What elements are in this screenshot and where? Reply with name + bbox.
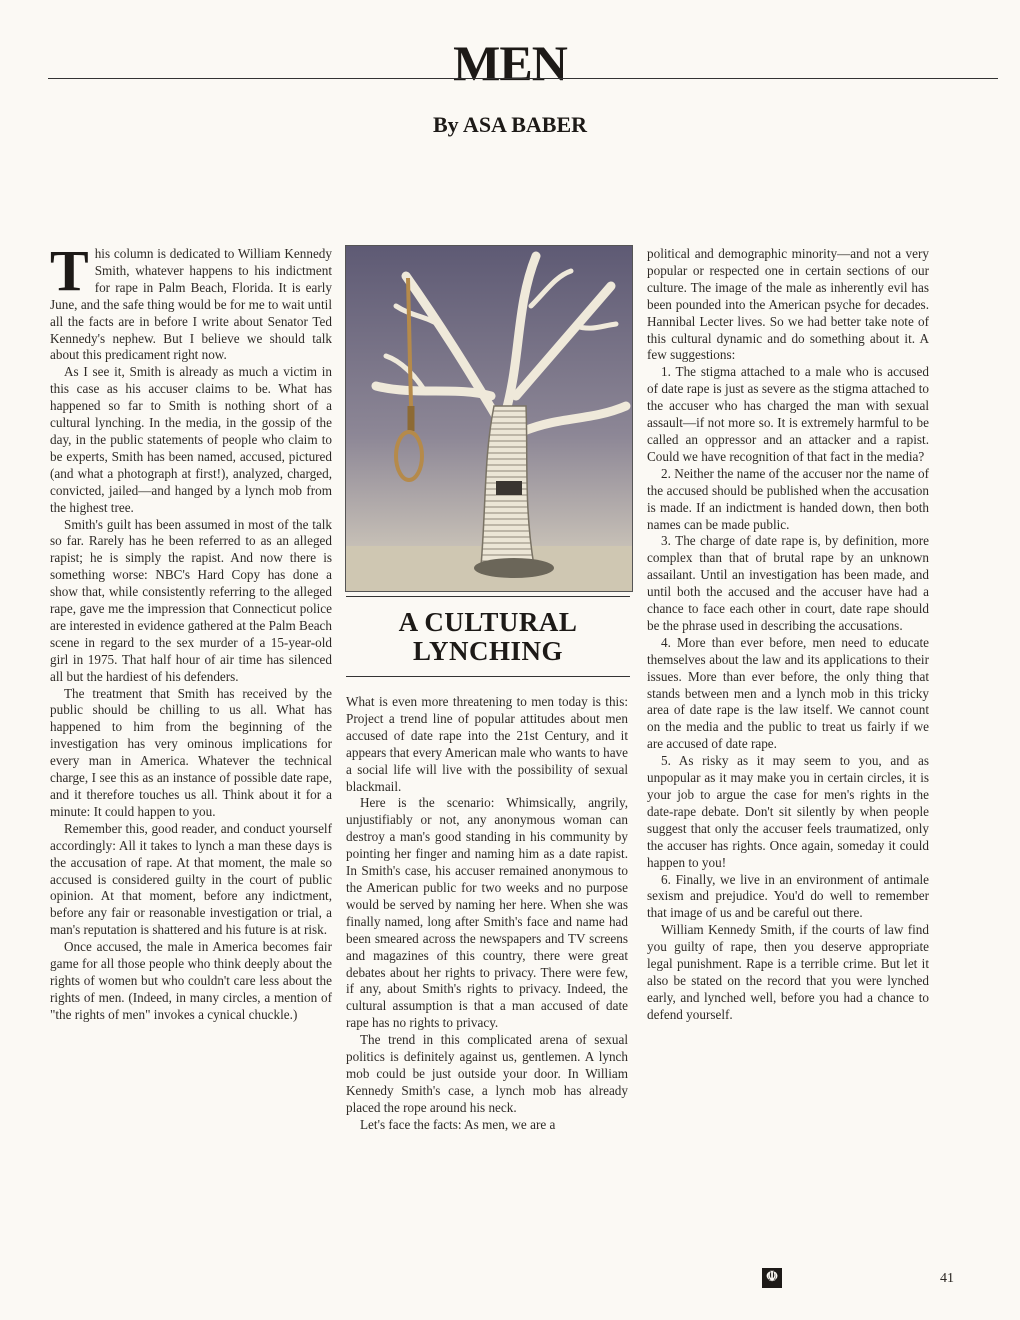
header-divider bbox=[48, 78, 998, 79]
page-number: 41 bbox=[940, 1271, 954, 1286]
noose-tree-icon bbox=[346, 246, 632, 591]
paragraph: 4. More than ever before, men need to educate themselves about the law and its applications to their issues. More than ever before, the only thing that stands between men and a lynch mob in this tricky area of date rape is the law itself. We cannot count on the media and the public to treat us fairly if we are accused of date rape. bbox=[647, 634, 929, 752]
paragraph: Remember this, good reader, and conduct yourself accordingly: All it takes to lynch a man these days is the accusation of rape. At that moment, the male so accused is considered guilty in the court of public opinion. At that moment, before any indictment, before any fair or reasonable investigation or trial, a man's reputation is shattered and his future is at risk. bbox=[50, 820, 332, 938]
paragraph: Once accused, the male in America becomes fair game for all those people who think deeply about the rights of women but who couldn't care less about the rights of men. (Indeed, in many circles, a mention of "the rights of men" invokes a cynical chuckle.) bbox=[50, 939, 332, 1022]
paragraph: Smith's guilt has been assumed in most of the talk so far. Rarely has he been referred to as an alleged rapist; he is simply the rapist. And now there is something worse: NBC's Hard Copy has done a show that, while consistently referring to the alleged rape, gave me the impression that Connecticut police are interested in evidence gathered at the Palm Beach scene in regard to the sex murder of a 15-year-old girl in 1975. That half hour of air time has silenced all but the hardiest of his defenders. bbox=[50, 516, 332, 684]
paragraph: 6. Finally, we live in an environment of antimale sexism and prejudice. You'd do well to remember that image of us and be careful out there. bbox=[647, 871, 929, 921]
paragraph: The trend in this complicated arena of sexual politics is definitely against us, gentlemen. A lynch mob could be just outside your door. In William Kennedy Smith's case, a lynch mob has already placed the rope around his neck. bbox=[346, 1032, 628, 1115]
paragraph: 1. The stigma attached to a male who is accused of date rape is just as severe as the stigma attached to the accuser who has charged the man with sexual assault—if not more so. It is extremely harmful to be called an oppressor and an attacker and a rapist. Could we have recognition of that fact in the media? bbox=[647, 364, 929, 464]
paragraph: As I see it, Smith is already as much a victim in this case as his accuser claims to be. What has happened so far to Smith is nothing short of a cultural lynching. In the media, in the gossip of the day, in the public statements of people who claim to be experts, Smith has been named, accused, pictured (and what a photograph at first!), analyzed, charged, convicted, jailed—and hanged by a lynch mob from the highest tree. bbox=[50, 364, 332, 515]
byline: By ASA BABER bbox=[432, 112, 588, 137]
section-title: MEN bbox=[453, 35, 567, 91]
paragraph: This column is dedicated to William Kennedy Smith, whatever happens to his indictment for rape in Palm Beach, Florida. It is early June, and the safe thing would be for me to wait until all the facts are in before I write about Senator Ted Kennedy's nephew. But I believe we should talk about this predicament right now. bbox=[50, 238, 332, 363]
article-headline: A CULTURAL LYNCHING bbox=[398, 607, 578, 666]
paragraph: What is even more threatening to men today is this: Project a trend line of popular attitudes about men accused of date rape into the 21st Century, and it appears that every American male who wants to have a social life will live with the possibility of sexual blackmail. bbox=[346, 694, 628, 794]
headline-rule-top bbox=[346, 596, 630, 597]
paragraph: 5. As risky as it may seem to you, and as unpopular as it may make you in certain circles, it is your job to argue the case for men's rights in the date-rape debate. Don't sit silently by when people suggest that only the accuser feels traumatized, only the accuser has rights. Once again, someday it could happen to you! bbox=[647, 753, 929, 870]
noose-tree-illustration bbox=[345, 245, 633, 592]
paragraph: William Kennedy Smith, if the courts of law find you guilty of rape, then you deserve appropriate legal punishment. Rape is a terrible crime. But let it also be stated on the record that you were lynched early, and lynched well, before you had a chance to defend yourself. bbox=[647, 922, 929, 1022]
paragraph: 3. The charge of date rape is, by definition, more complex than that of brutal rape by an unknown assailant. Until an investigation has been made, and until both the accused and the accuser have had a chance to face each other in court, date rape should be the phrase used in describing the accusations. bbox=[647, 533, 929, 633]
paragraph: political and demographic minority—and not a very popular or respected one in certain sections of our culture. The image of the male as inherently evil has been pounded into the American psyche for decades. Hannibal Lecter lives. So we had better take note of this cultural dynamic and do something about it. A few suggestions: bbox=[647, 246, 929, 363]
drop-cap: T bbox=[50, 238, 89, 303]
paragraph: Let's face the facts: As men, we are a bbox=[360, 1116, 556, 1132]
article-column-right bbox=[647, 246, 929, 1024]
article-column-left bbox=[50, 238, 332, 1024]
paragraph: The treatment that Smith has received by the public should be chilling to us all. What has happened to him from the beginning of the investigation has very ominous implications for every man in America. Whatever the technical charge, I see this as an instance of possible date rape, and it therefore touches us all. Think about it for a minute: It could happen to you. bbox=[50, 685, 332, 819]
paragraph: 2. Neither the name of the accuser nor the name of the accused should be published when the accusation is made. If an indictment is handed down, then both names can be made public. bbox=[647, 465, 929, 532]
paragraph: Here is the scenario: Whimsically, angrily, unjustifiably or not, any anonymous woman can destroy a man's good standing in his community by pointing her finger and naming him as a date rapist. In Smith's case, his accuser remained anonymous to the American public for two weeks and no purpose would be served by naming her here. When she was finally named, long after Smith's face and name had been smeared across the newspapers and TV screens and magazines of this country, there were great debates about her rights to privacy. There were few, if any, about Smith's rights to privacy. Indeed, the cultural assumption is that a man accused of date rape has no rights to privacy. bbox=[346, 795, 628, 1031]
headline-rule-bottom bbox=[346, 676, 630, 677]
article-column-middle bbox=[346, 694, 628, 1134]
end-mark-icon: ☫ bbox=[762, 1268, 782, 1288]
